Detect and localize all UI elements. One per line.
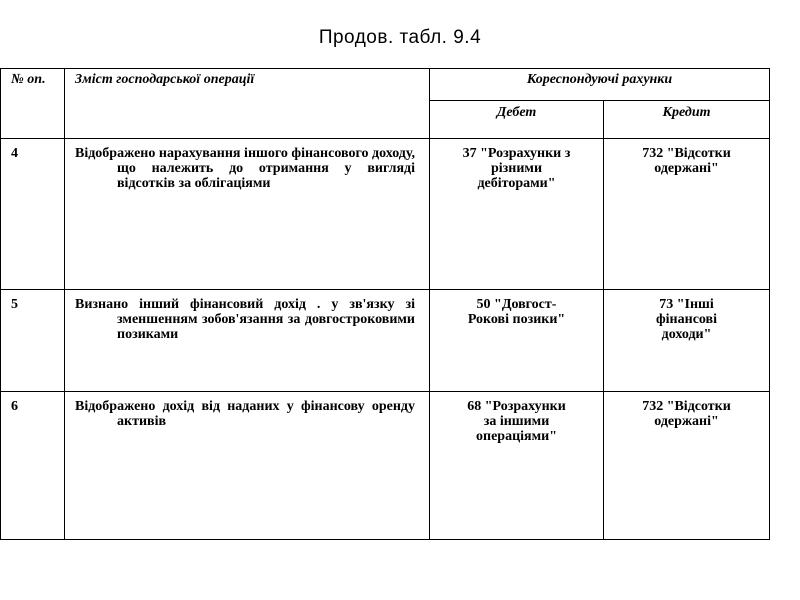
- header-debit: Дебет: [430, 101, 604, 139]
- row-debit-text: 50 "Довгост-Рокові позики": [467, 297, 566, 327]
- row-content: [65, 139, 430, 290]
- table-row: [1, 139, 770, 290]
- header-content: Зміст господарської операції: [65, 69, 430, 139]
- row-content-text: Відображено дохід від наданих у фінансову оренду активів: [75, 399, 415, 429]
- row-content-text: Відображено нарахування іншого фінансового доходу, що належить до отримання у вигляді відсотків за облігаціями: [75, 146, 415, 191]
- row-debit-text: 37 "Розрахунки з різними дебіторами": [462, 146, 571, 191]
- row-debit-text: 68 "Розрахунки за іншими операціями": [467, 399, 566, 444]
- row-credit-text: 73 "Інші фінансові доходи": [655, 297, 718, 342]
- row-credit: [604, 139, 770, 290]
- table-row: [1, 290, 770, 392]
- row-credit: [604, 290, 770, 392]
- row-credit-text: 732 "Відсотки одержані": [642, 399, 731, 429]
- header-credit: Кредит: [604, 101, 770, 139]
- row-debit: [430, 290, 604, 392]
- operations-table: [0, 68, 770, 540]
- row-number: 4: [1, 139, 65, 290]
- table-caption: Продов. табл. 9.4: [318, 27, 482, 48]
- row-credit-text: 732 "Відсотки одержані": [642, 146, 731, 176]
- row-content-text: Визнано інший фінансовий дохід . у зв'язку зі зменшенням зобов'язання за довгостроковими позиками: [75, 297, 415, 342]
- header-correspondence: Кореспондуючі рахунки: [430, 69, 770, 101]
- row-number: 6: [1, 392, 65, 540]
- header-number: № оп.: [1, 69, 65, 139]
- row-debit: [430, 392, 604, 540]
- row-number: 5: [1, 290, 65, 392]
- row-content: [65, 290, 430, 392]
- row-credit: [604, 392, 770, 540]
- row-content: [65, 392, 430, 540]
- row-debit: [430, 139, 604, 290]
- table-row: [1, 392, 770, 540]
- table-header-row: [1, 69, 770, 101]
